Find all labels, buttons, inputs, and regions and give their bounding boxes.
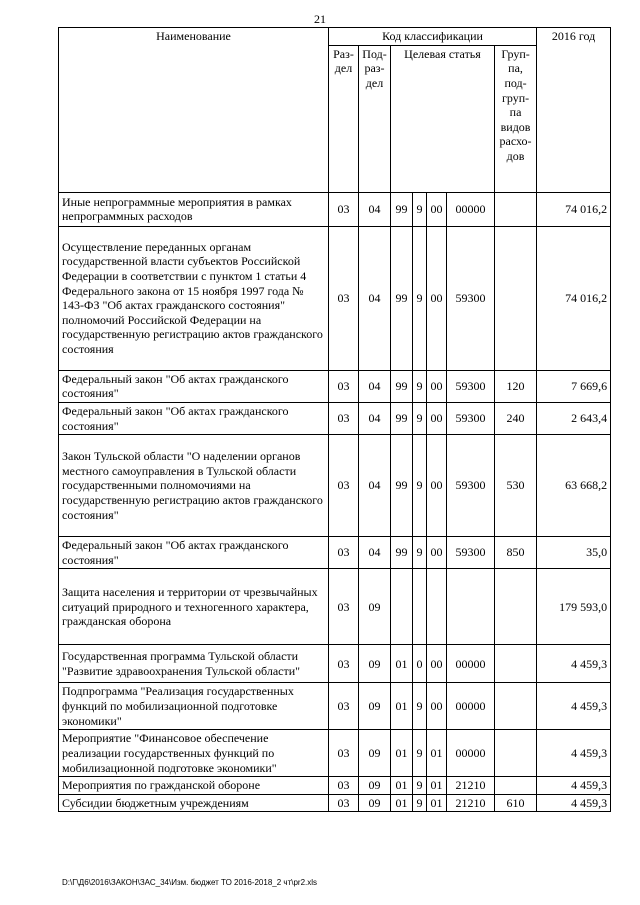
row-target-program: 01 — [391, 683, 413, 730]
row-expense-type — [495, 569, 537, 645]
row-target-event — [427, 569, 447, 645]
row-expense-type: 240 — [495, 402, 537, 434]
row-expense-type — [495, 777, 537, 795]
row-podrazdel: 09 — [359, 569, 391, 645]
table-row — [59, 730, 611, 777]
header-name: Наименование — [59, 28, 329, 193]
row-razdel: 03 — [329, 537, 359, 569]
row-amount: 74 016,2 — [537, 192, 611, 226]
table-row — [59, 435, 611, 537]
row-target-event: 00 — [427, 370, 447, 402]
table-row — [59, 683, 611, 730]
header-year: 2016 год — [537, 28, 611, 193]
row-podrazdel: 04 — [359, 402, 391, 434]
row-amount: 63 668,2 — [537, 435, 611, 537]
row-podrazdel: 09 — [359, 730, 391, 777]
table-row — [59, 569, 611, 645]
row-target-direction: 59300 — [447, 537, 495, 569]
row-expense-type — [495, 645, 537, 683]
row-target-subprogram — [413, 569, 427, 645]
row-target-subprogram: 9 — [413, 794, 427, 812]
row-target-event: 01 — [427, 777, 447, 795]
row-podrazdel: 04 — [359, 192, 391, 226]
row-target-program — [391, 569, 413, 645]
row-expense-type — [495, 226, 537, 370]
row-amount: 74 016,2 — [537, 226, 611, 370]
header-code: Код классификации — [329, 28, 537, 46]
row-target-event: 00 — [427, 683, 447, 730]
row-target-event: 00 — [427, 537, 447, 569]
row-target-subprogram: 9 — [413, 537, 427, 569]
row-amount: 35,0 — [537, 537, 611, 569]
row-expense-type: 610 — [495, 794, 537, 812]
table-row — [59, 645, 611, 683]
row-target-program: 99 — [391, 537, 413, 569]
row-target-event: 00 — [427, 226, 447, 370]
row-target-direction — [447, 569, 495, 645]
file-path-footer: D:\Г\Д6\2016\ЗАКОН\ЗАС_34\Изм. бюджет ТО 2016-2018_2 чт\pr2.xls — [62, 878, 318, 887]
header-target: Целевая статья — [391, 45, 495, 192]
row-target-direction: 00000 — [447, 645, 495, 683]
row-target-subprogram: 9 — [413, 192, 427, 226]
row-target-direction: 59300 — [447, 370, 495, 402]
table-row — [59, 370, 611, 402]
row-target-direction: 00000 — [447, 192, 495, 226]
row-razdel: 03 — [329, 370, 359, 402]
row-amount: 179 593,0 — [537, 569, 611, 645]
row-podrazdel: 09 — [359, 645, 391, 683]
row-razdel: 03 — [329, 192, 359, 226]
row-target-subprogram: 9 — [413, 435, 427, 537]
row-expense-type: 120 — [495, 370, 537, 402]
page-number: 21 — [314, 12, 326, 26]
row-razdel: 03 — [329, 402, 359, 434]
row-target-subprogram: 9 — [413, 402, 427, 434]
row-target-program: 99 — [391, 192, 413, 226]
row-target-subprogram: 9 — [413, 370, 427, 402]
row-target-subprogram: 0 — [413, 645, 427, 683]
row-name: Федеральный закон "Об актах гражданского состояния" — [59, 537, 329, 569]
row-razdel: 03 — [329, 645, 359, 683]
row-target-subprogram: 9 — [413, 683, 427, 730]
header-group: Груп- па, под- груп- па видов расхо- дов — [495, 45, 537, 192]
row-target-event: 00 — [427, 192, 447, 226]
row-name: Закон Тульской области "О наделении органов местного самоуправления в Тульской области государственными полномочиями на государственную регистрацию актов гражданского состояния" — [59, 435, 329, 537]
row-name: Подпрограмма "Реализация государственных функций по мобилизационной подготовке экономики" — [59, 683, 329, 730]
row-amount: 4 459,3 — [537, 730, 611, 777]
row-target-direction: 59300 — [447, 226, 495, 370]
row-target-event: 01 — [427, 794, 447, 812]
table-row — [59, 192, 611, 226]
row-target-program: 99 — [391, 226, 413, 370]
row-amount: 4 459,3 — [537, 645, 611, 683]
row-target-subprogram: 9 — [413, 226, 427, 370]
row-razdel: 03 — [329, 569, 359, 645]
table-row — [59, 402, 611, 434]
row-amount: 7 669,6 — [537, 370, 611, 402]
row-expense-type — [495, 192, 537, 226]
table-row — [59, 777, 611, 795]
row-target-event: 01 — [427, 730, 447, 777]
row-name: Иные непрограммные мероприятия в рамках непрограммных расходов — [59, 192, 329, 226]
header-razdel: Раз- дел — [329, 45, 359, 192]
header-podrazdel: Под- раз- дел — [359, 45, 391, 192]
row-razdel: 03 — [329, 226, 359, 370]
row-name: Мероприятие "Финансовое обеспечение реализации государственных функций по мобилизационной подготовке экономики" — [59, 730, 329, 777]
row-name: Мероприятия по гражданской обороне — [59, 777, 329, 795]
row-expense-type — [495, 730, 537, 777]
row-target-subprogram: 9 — [413, 777, 427, 795]
row-target-direction: 59300 — [447, 435, 495, 537]
row-target-event: 00 — [427, 402, 447, 434]
row-target-direction: 00000 — [447, 683, 495, 730]
row-podrazdel: 09 — [359, 777, 391, 795]
row-podrazdel: 04 — [359, 435, 391, 537]
row-target-direction: 59300 — [447, 402, 495, 434]
row-expense-type — [495, 683, 537, 730]
row-target-event: 00 — [427, 435, 447, 537]
row-amount: 4 459,3 — [537, 777, 611, 795]
row-name: Федеральный закон "Об актах гражданского состояния" — [59, 370, 329, 402]
row-amount: 4 459,3 — [537, 794, 611, 812]
row-name: Государственная программа Тульской области "Развитие здравоохранения Тульской области" — [59, 645, 329, 683]
budget-table — [58, 27, 611, 812]
table-row — [59, 537, 611, 569]
row-razdel: 03 — [329, 730, 359, 777]
row-target-direction: 00000 — [447, 730, 495, 777]
row-expense-type: 530 — [495, 435, 537, 537]
row-podrazdel: 04 — [359, 370, 391, 402]
row-target-program: 01 — [391, 645, 413, 683]
table-row — [59, 794, 611, 812]
row-target-program: 01 — [391, 730, 413, 777]
row-target-program: 01 — [391, 777, 413, 795]
row-podrazdel: 04 — [359, 226, 391, 370]
row-podrazdel: 04 — [359, 537, 391, 569]
row-podrazdel: 09 — [359, 794, 391, 812]
table-row — [59, 226, 611, 370]
row-target-direction: 21210 — [447, 794, 495, 812]
row-name: Субсидии бюджетным учреждениям — [59, 794, 329, 812]
row-name: Федеральный закон "Об актах гражданского состояния" — [59, 402, 329, 434]
row-name: Защита населения и территории от чрезвычайных ситуаций природного и техногенного характера, гражданская оборона — [59, 569, 329, 645]
row-target-subprogram: 9 — [413, 730, 427, 777]
row-target-program: 01 — [391, 794, 413, 812]
row-razdel: 03 — [329, 683, 359, 730]
row-expense-type: 850 — [495, 537, 537, 569]
row-target-program: 99 — [391, 435, 413, 537]
row-podrazdel: 09 — [359, 683, 391, 730]
row-name: Осуществление переданных органам государственной власти субъектов Российской Федерации в соответствии с пунктом 1 статьи 4 Федерального закона от 15 ноября 1997 года № 143-ФЗ "Об актах гражданского состояния" полномочий Российской Федерации на государственную регистрацию актов гражданского состояния — [59, 226, 329, 370]
row-target-event: 00 — [427, 645, 447, 683]
row-target-program: 99 — [391, 402, 413, 434]
row-amount: 4 459,3 — [537, 683, 611, 730]
row-target-program: 99 — [391, 370, 413, 402]
row-target-direction: 21210 — [447, 777, 495, 795]
row-razdel: 03 — [329, 435, 359, 537]
row-razdel: 03 — [329, 794, 359, 812]
row-razdel: 03 — [329, 777, 359, 795]
row-amount: 2 643,4 — [537, 402, 611, 434]
